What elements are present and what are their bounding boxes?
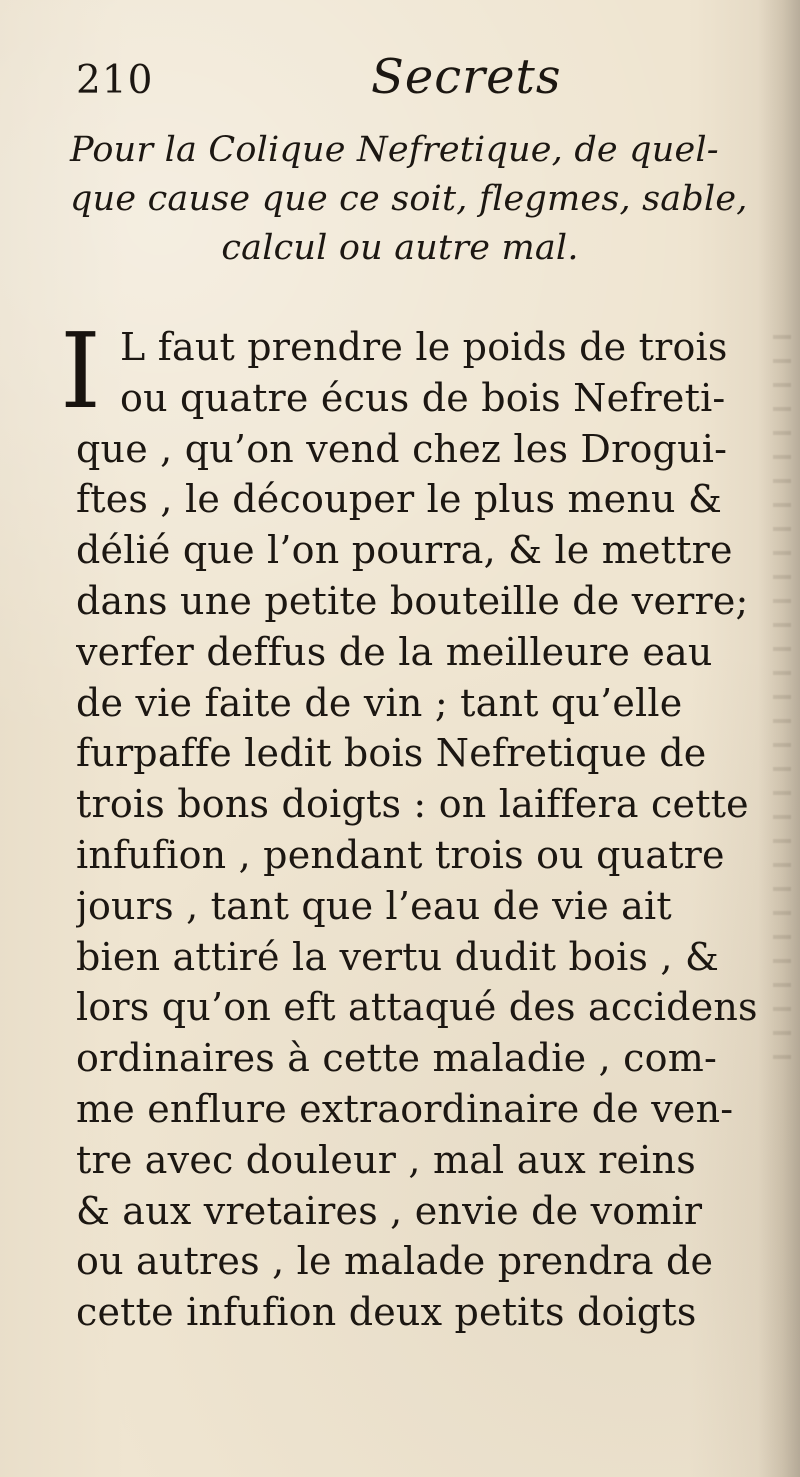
text-line: lors qu’on eft attaqué des accidens [76,985,758,1030]
page-edge-marks [773,315,791,1075]
text-line: ordinaires à cette maladie , com- [76,1036,717,1081]
recipe-title-line: que cause que ce soit, flegmes, sable, [70,179,748,219]
text-line: trois bons doigts : on laiffera cette [76,782,749,827]
page-number: 210 [76,58,154,103]
text-line: cette infufion deux petits doigts [76,1290,697,1335]
text-line: dans une petite bouteille de verre; [76,578,749,623]
text-line: tre avec douleur , mal aux reins [76,1137,696,1182]
text-line: verfer deffus de la meilleure eau [76,629,713,674]
text-line: que , qu’on vend chez les Drogui- [76,426,728,471]
page-header [76,48,726,112]
text-line: jours , tant que l’eau de vie ait [76,883,672,928]
text-line: ou autres , le malade prendra de [76,1239,714,1284]
text-line: bien attiré la vertu dudit bois , & [76,934,719,979]
text-line: furpaffe ledit bois Nefretique de [76,731,707,776]
text-line: me enflure extraordinaire de ven- [76,1086,734,1131]
recipe-title-line: Pour la Colique Nefretique, de quel- [70,130,719,170]
running-title: Secrets [371,49,562,105]
recipe-title [70,126,748,273]
text-line: de vie faite de vin ; tant qu’elle [76,680,683,725]
text-line: ftes , le découper le plus menu & [76,477,723,522]
recipe-text [60,310,773,1338]
text-line: ou quatre écus de bois Nefreti- [120,375,726,420]
text-line: L faut prendre le poids de trois [120,325,728,369]
recipe-title-line: calcul ou autre mal. [221,228,579,268]
text-line: infufion , pendant trois ou quatre [76,832,725,877]
text-line: & aux vretaires , envie de vomir [76,1188,703,1233]
drop-cap: I [60,310,102,432]
text-line: délié que l’on pourra, & le mettre [76,528,733,573]
